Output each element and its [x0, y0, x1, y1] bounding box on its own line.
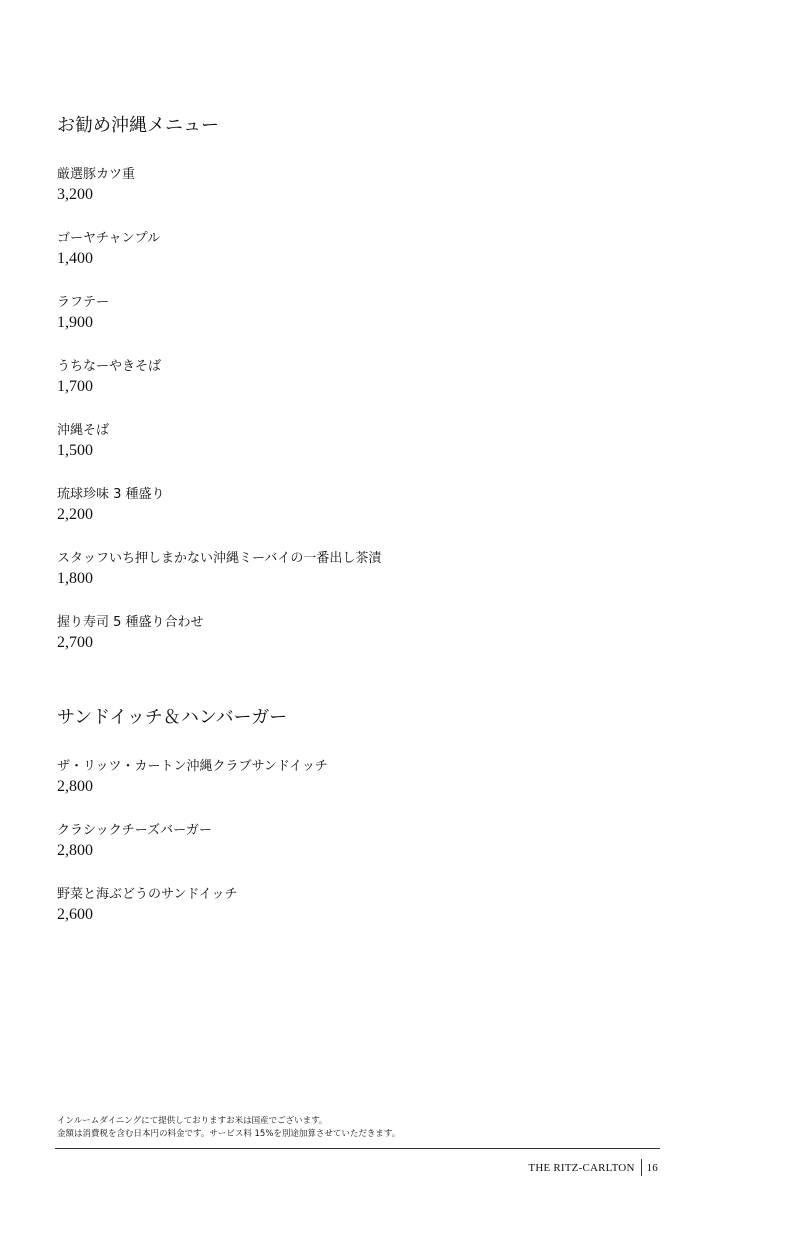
menu-item — [57, 550, 381, 614]
menu-item-name: 厳選豚カツ重 — [57, 167, 136, 182]
brand-name: THE RITZ-CARLTON — [528, 1161, 635, 1174]
menu-item-name: 野菜と海ぶどうのサンドイッチ — [57, 887, 238, 902]
menu-item-name: 琉球珍味 3 種盛り — [57, 487, 165, 502]
footer-separator — [641, 1159, 642, 1176]
menu-item-name: ゴーヤチャンプル — [57, 231, 161, 246]
menu-item-price: 2,800 — [57, 842, 93, 859]
menu-item-price: 1,500 — [57, 442, 93, 459]
menu-item — [57, 758, 328, 822]
menu-item-list — [57, 758, 328, 950]
menu-item-name: スタッフいち押しまかない沖縄ミーバイの一番出し茶漬 — [57, 551, 382, 566]
menu-item — [57, 294, 381, 358]
menu-item-price: 2,200 — [57, 506, 93, 523]
section-sandwich-burger — [57, 706, 328, 950]
footnote-rice: インルームダイニングにて提供しておりますお米は国産でございます。 — [57, 1116, 328, 1126]
menu-item — [57, 166, 381, 230]
section-title: サンドイッチ＆ハンバーガー — [57, 707, 288, 728]
menu-item-price: 2,700 — [57, 634, 93, 651]
menu-item — [57, 422, 381, 486]
menu-item-price: 2,800 — [57, 778, 93, 795]
page-number: 16 — [646, 1161, 658, 1174]
menu-item — [57, 486, 381, 550]
menu-item-price: 3,200 — [57, 186, 93, 203]
menu-item — [57, 230, 381, 294]
menu-item-name: ザ・リッツ・カートン沖縄クラブサンドイッチ — [57, 759, 328, 774]
menu-item-price: 2,600 — [57, 906, 93, 923]
menu-item — [57, 886, 328, 950]
menu-item-name: 握り寿司 5 種盛り合わせ — [57, 615, 204, 630]
section-okinawa-menu — [57, 114, 381, 678]
footnotes — [57, 1115, 400, 1141]
menu-item-name: うちなーやきそば — [57, 359, 162, 374]
menu-item — [57, 822, 328, 886]
menu-item-price: 1,700 — [57, 378, 93, 395]
page-footer — [528, 1159, 658, 1176]
footnote-tax: 金額は消費税を含む日本円の料金です。サービス料 15%を別途加算させていただきます。 — [57, 1129, 401, 1139]
menu-item-list — [57, 166, 381, 678]
menu-item-price: 1,900 — [57, 314, 93, 331]
menu-item-price: 1,400 — [57, 250, 93, 267]
footer-divider — [55, 1148, 660, 1149]
menu-item — [57, 358, 381, 422]
menu-item-name: 沖縄そば — [57, 423, 110, 438]
section-title: お勧め沖縄メニュー — [57, 115, 219, 136]
menu-item-name: ラフテー — [57, 295, 110, 310]
menu-item-price: 1,800 — [57, 570, 93, 587]
menu-item — [57, 614, 381, 678]
menu-item-name: クラシックチーズバーガー — [57, 823, 212, 838]
